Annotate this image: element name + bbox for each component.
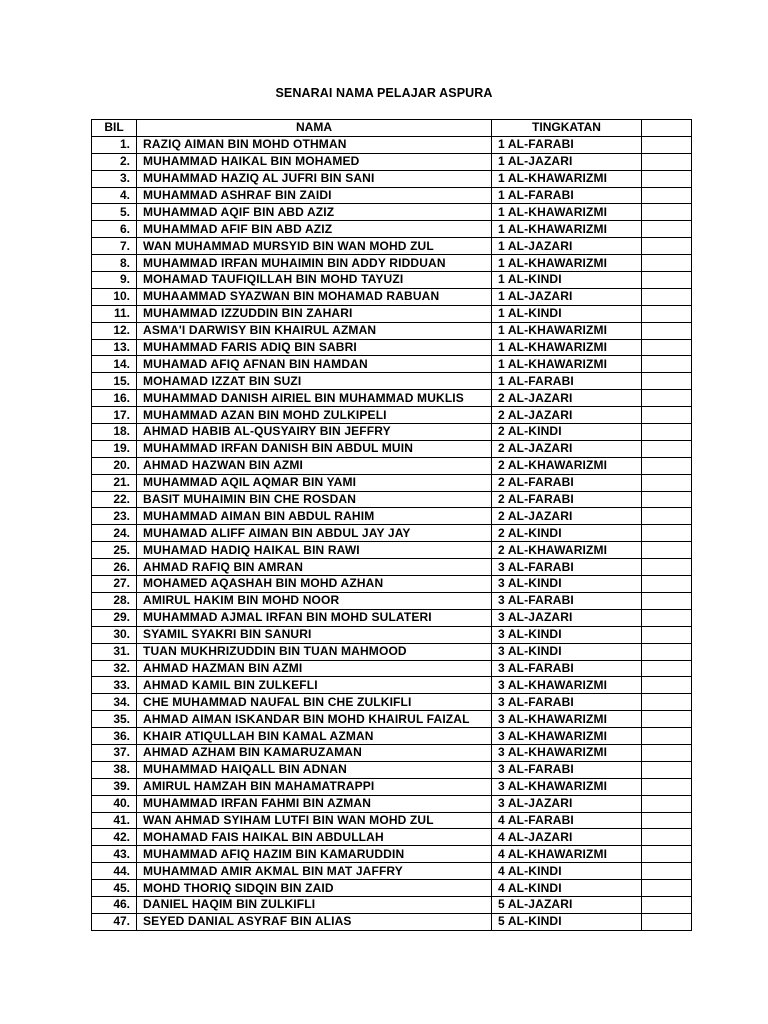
student-name-cell: AHMAD AIMAN ISKANDAR BIN MOHD KHAIRUL FAIZAL [137, 711, 492, 728]
row-number-cell: 36. [92, 728, 137, 745]
student-name-cell: MUHAMMAD IRFAN DANISH BIN ABDUL MUIN [137, 440, 492, 457]
header-bil: BIL [92, 120, 137, 137]
table-row [92, 626, 692, 643]
table-row [92, 221, 692, 238]
row-number-cell: 3. [92, 170, 137, 187]
table-row [92, 204, 692, 221]
row-number-cell: 30. [92, 626, 137, 643]
row-number-cell: 19. [92, 440, 137, 457]
row-number-cell: 5. [92, 204, 137, 221]
class-cell: 3 AL-FARABI [492, 592, 642, 609]
class-cell: 1 AL-JAZARI [492, 288, 642, 305]
row-number-cell: 22. [92, 491, 137, 508]
row-number-cell: 24. [92, 525, 137, 542]
class-cell: 2 AL-JAZARI [492, 508, 642, 525]
table-row [92, 677, 692, 694]
row-number-cell: 38. [92, 761, 137, 778]
row-number-cell: 6. [92, 221, 137, 238]
row-number-cell: 18. [92, 424, 137, 441]
student-name-cell: DANIEL HAQIM BIN ZULKIFLI [137, 896, 492, 913]
student-name-cell: MUHAMMAD ASHRAF BIN ZAIDI [137, 187, 492, 204]
class-cell: 5 AL-JAZARI [492, 896, 642, 913]
table-row [92, 255, 692, 272]
table-row [92, 744, 692, 761]
student-name-cell: MUHAMMAD HAIKAL BIN MOHAMED [137, 153, 492, 170]
row-number-cell: 14. [92, 356, 137, 373]
empty-cell [642, 913, 692, 930]
empty-cell [642, 728, 692, 745]
table-row [92, 288, 692, 305]
student-name-cell: MOHD THORIQ SIDQIN BIN ZAID [137, 880, 492, 897]
class-cell: 2 AL-JAZARI [492, 440, 642, 457]
class-cell: 2 AL-FARABI [492, 491, 642, 508]
student-name-cell: MUHAMMAD IRFAN FAHMI BIN AZMAN [137, 795, 492, 812]
row-number-cell: 20. [92, 457, 137, 474]
empty-cell [642, 880, 692, 897]
row-number-cell: 11. [92, 305, 137, 322]
student-name-cell: MUHAMMAD HAIQALL BIN ADNAN [137, 761, 492, 778]
class-cell: 2 AL-KHAWARIZMI [492, 542, 642, 559]
row-number-cell: 28. [92, 592, 137, 609]
empty-cell [642, 305, 692, 322]
empty-cell [642, 508, 692, 525]
student-name-cell: AMIRUL HAKIM BIN MOHD NOOR [137, 592, 492, 609]
class-cell: 1 AL-FARABI [492, 136, 642, 153]
row-number-cell: 21. [92, 474, 137, 491]
student-name-cell: MOHAMAD FAIS HAIKAL BIN ABDULLAH [137, 829, 492, 846]
student-name-cell: AHMAD HAZMAN BIN AZMI [137, 660, 492, 677]
empty-cell [642, 846, 692, 863]
table-row [92, 491, 692, 508]
empty-cell [642, 457, 692, 474]
student-name-cell: MUHAMMAD AJMAL IRFAN BIN MOHD SULATERI [137, 609, 492, 626]
empty-cell [642, 356, 692, 373]
table-row [92, 896, 692, 913]
table-row [92, 390, 692, 407]
class-cell: 2 AL-JAZARI [492, 407, 642, 424]
student-table [91, 119, 692, 931]
page-title: SENARAI NAMA PELAJAR ASPURA [275, 86, 493, 100]
student-name-cell: SYAMIL SYAKRI BIN SANURI [137, 626, 492, 643]
row-number-cell: 43. [92, 846, 137, 863]
class-cell: 3 AL-KHAWARIZMI [492, 778, 642, 795]
row-number-cell: 33. [92, 677, 137, 694]
table-row [92, 153, 692, 170]
empty-cell [642, 221, 692, 238]
table-body [92, 136, 692, 930]
table-row [92, 407, 692, 424]
table-row [92, 880, 692, 897]
table-row [92, 187, 692, 204]
student-name-cell: MUHAMMAD DANISH AIRIEL BIN MUHAMMAD MUKLIS [137, 390, 492, 407]
empty-cell [642, 542, 692, 559]
table-row [92, 322, 692, 339]
empty-cell [642, 863, 692, 880]
class-cell: 1 AL-KHAWARIZMI [492, 322, 642, 339]
student-name-cell: RAZIQ AIMAN BIN MOHD OTHMAN [137, 136, 492, 153]
student-name-cell: AHMAD HABIB AL-QUSYAIRY BIN JEFFRY [137, 424, 492, 441]
table-row [92, 711, 692, 728]
empty-cell [642, 761, 692, 778]
student-name-cell: AMIRUL HAMZAH BIN MAHAMATRAPPI [137, 778, 492, 795]
class-cell: 2 AL-JAZARI [492, 390, 642, 407]
empty-cell [642, 272, 692, 289]
class-cell: 4 AL-KHAWARIZMI [492, 846, 642, 863]
student-name-cell: MUHAMAD HADIQ HAIKAL BIN RAWI [137, 542, 492, 559]
student-name-cell: CHE MUHAMMAD NAUFAL BIN CHE ZULKIFLI [137, 694, 492, 711]
empty-cell [642, 744, 692, 761]
table-row [92, 373, 692, 390]
student-name-cell: BASIT MUHAIMIN BIN CHE ROSDAN [137, 491, 492, 508]
empty-cell [642, 711, 692, 728]
row-number-cell: 44. [92, 863, 137, 880]
class-cell: 2 AL-KINDI [492, 424, 642, 441]
row-number-cell: 1. [92, 136, 137, 153]
row-number-cell: 40. [92, 795, 137, 812]
student-name-cell: MUHAMMAD AQIF BIN ABD AZIZ [137, 204, 492, 221]
empty-cell [642, 559, 692, 576]
row-number-cell: 42. [92, 829, 137, 846]
table-row [92, 424, 692, 441]
student-name-cell: MUHAMMAD AFIF BIN ABD AZIZ [137, 221, 492, 238]
empty-cell [642, 896, 692, 913]
class-cell: 1 AL-KHAWARIZMI [492, 356, 642, 373]
class-cell: 3 AL-FARABI [492, 761, 642, 778]
row-number-cell: 8. [92, 255, 137, 272]
class-cell: 1 AL-KINDI [492, 305, 642, 322]
empty-cell [642, 322, 692, 339]
empty-cell [642, 660, 692, 677]
table-header-row [92, 120, 692, 137]
empty-cell [642, 136, 692, 153]
class-cell: 1 AL-FARABI [492, 373, 642, 390]
class-cell: 3 AL-KHAWARIZMI [492, 728, 642, 745]
class-cell: 3 AL-FARABI [492, 660, 642, 677]
empty-cell [642, 491, 692, 508]
class-cell: 1 AL-FARABI [492, 187, 642, 204]
row-number-cell: 27. [92, 576, 137, 593]
empty-cell [642, 829, 692, 846]
row-number-cell: 7. [92, 238, 137, 255]
class-cell: 3 AL-KINDI [492, 626, 642, 643]
student-name-cell: AHMAD AZHAM BIN KAMARUZAMAN [137, 744, 492, 761]
table-row [92, 728, 692, 745]
empty-cell [642, 812, 692, 829]
table-row [92, 339, 692, 356]
empty-cell [642, 373, 692, 390]
header-extra [642, 120, 692, 137]
row-number-cell: 45. [92, 880, 137, 897]
row-number-cell: 9. [92, 272, 137, 289]
table-row [92, 559, 692, 576]
class-cell: 4 AL-FARABI [492, 812, 642, 829]
class-cell: 1 AL-KHAWARIZMI [492, 221, 642, 238]
table-row [92, 913, 692, 930]
student-name-cell: MOHAMED AQASHAH BIN MOHD AZHAN [137, 576, 492, 593]
student-name-cell: SEYED DANIAL ASYRAF BIN ALIAS [137, 913, 492, 930]
empty-cell [642, 255, 692, 272]
empty-cell [642, 424, 692, 441]
student-name-cell: AHMAD HAZWAN BIN AZMI [137, 457, 492, 474]
student-name-cell: MUHAMMAD FARIS ADIQ BIN SABRI [137, 339, 492, 356]
student-name-cell: MUHAMMAD IZZUDDIN BIN ZAHARI [137, 305, 492, 322]
row-number-cell: 35. [92, 711, 137, 728]
student-name-cell: MOHAMAD TAUFIQILLAH BIN MOHD TAYUZI [137, 272, 492, 289]
header-nama: NAMA [137, 120, 492, 137]
header-tingkatan: TINGKATAN [492, 120, 642, 137]
table-row [92, 170, 692, 187]
row-number-cell: 25. [92, 542, 137, 559]
class-cell: 1 AL-JAZARI [492, 153, 642, 170]
empty-cell [642, 170, 692, 187]
empty-cell [642, 390, 692, 407]
table-row [92, 812, 692, 829]
row-number-cell: 47. [92, 913, 137, 930]
class-cell: 2 AL-KINDI [492, 525, 642, 542]
empty-cell [642, 187, 692, 204]
empty-cell [642, 204, 692, 221]
table-row [92, 609, 692, 626]
student-name-cell: MUHAMMAD HAZIQ AL JUFRI BIN SANI [137, 170, 492, 187]
row-number-cell: 15. [92, 373, 137, 390]
empty-cell [642, 153, 692, 170]
empty-cell [642, 288, 692, 305]
table-row [92, 136, 692, 153]
table-row [92, 778, 692, 795]
student-name-cell: AHMAD KAMIL BIN ZULKEFLI [137, 677, 492, 694]
student-name-cell: AHMAD RAFIQ BIN AMRAN [137, 559, 492, 576]
empty-cell [642, 643, 692, 660]
row-number-cell: 34. [92, 694, 137, 711]
table-row [92, 761, 692, 778]
student-name-cell: MUHAMMAD AMIR AKMAL BIN MAT JAFFRY [137, 863, 492, 880]
row-number-cell: 32. [92, 660, 137, 677]
student-name-cell: MUHAMAD ALIFF AIMAN BIN ABDUL JAY JAY [137, 525, 492, 542]
student-name-cell: MUHAAMMAD SYAZWAN BIN MOHAMAD RABUAN [137, 288, 492, 305]
table-row [92, 660, 692, 677]
class-cell: 3 AL-KHAWARIZMI [492, 677, 642, 694]
class-cell: 1 AL-KINDI [492, 272, 642, 289]
table-row [92, 694, 692, 711]
table-row [92, 576, 692, 593]
class-cell: 3 AL-KINDI [492, 643, 642, 660]
empty-cell [642, 238, 692, 255]
row-number-cell: 31. [92, 643, 137, 660]
student-name-cell: TUAN MUKHRIZUDDIN BIN TUAN MAHMOOD [137, 643, 492, 660]
class-cell: 4 AL-KINDI [492, 880, 642, 897]
class-cell: 4 AL-JAZARI [492, 829, 642, 846]
row-number-cell: 12. [92, 322, 137, 339]
class-cell: 3 AL-KHAWARIZMI [492, 744, 642, 761]
student-name-cell: MUHAMAD AFIQ AFNAN BIN HAMDAN [137, 356, 492, 373]
empty-cell [642, 626, 692, 643]
table-row [92, 508, 692, 525]
table-row [92, 457, 692, 474]
table-row [92, 795, 692, 812]
table-row [92, 356, 692, 373]
table-row [92, 863, 692, 880]
empty-cell [642, 474, 692, 491]
student-name-cell: WAN AHMAD SYIHAM LUTFI BIN WAN MOHD ZUL [137, 812, 492, 829]
class-cell: 2 AL-KHAWARIZMI [492, 457, 642, 474]
class-cell: 1 AL-KHAWARIZMI [492, 170, 642, 187]
class-cell: 1 AL-KHAWARIZMI [492, 339, 642, 356]
row-number-cell: 23. [92, 508, 137, 525]
class-cell: 4 AL-KINDI [492, 863, 642, 880]
empty-cell [642, 525, 692, 542]
student-name-cell: WAN MUHAMMAD MURSYID BIN WAN MOHD ZUL [137, 238, 492, 255]
class-cell: 2 AL-FARABI [492, 474, 642, 491]
class-cell: 1 AL-JAZARI [492, 238, 642, 255]
student-name-cell: MUHAMMAD AFIQ HAZIM BIN KAMARUDDIN [137, 846, 492, 863]
class-cell: 1 AL-KHAWARIZMI [492, 204, 642, 221]
row-number-cell: 26. [92, 559, 137, 576]
row-number-cell: 17. [92, 407, 137, 424]
empty-cell [642, 592, 692, 609]
student-name-cell: MUHAMMAD AQIL AQMAR BIN YAMI [137, 474, 492, 491]
empty-cell [642, 407, 692, 424]
row-number-cell: 2. [92, 153, 137, 170]
class-cell: 3 AL-JAZARI [492, 795, 642, 812]
table-row [92, 238, 692, 255]
class-cell: 3 AL-KINDI [492, 576, 642, 593]
empty-cell [642, 576, 692, 593]
student-name-cell: MUHAMMAD AIMAN BIN ABDUL RAHIM [137, 508, 492, 525]
empty-cell [642, 694, 692, 711]
class-cell: 3 AL-FARABI [492, 559, 642, 576]
student-name-cell: KHAIR ATIQULLAH BIN KAMAL AZMAN [137, 728, 492, 745]
class-cell: 3 AL-JAZARI [492, 609, 642, 626]
empty-cell [642, 795, 692, 812]
table-row [92, 542, 692, 559]
table-row [92, 474, 692, 491]
row-number-cell: 4. [92, 187, 137, 204]
row-number-cell: 46. [92, 896, 137, 913]
empty-cell [642, 778, 692, 795]
empty-cell [642, 440, 692, 457]
empty-cell [642, 677, 692, 694]
row-number-cell: 41. [92, 812, 137, 829]
class-cell: 5 AL-KINDI [492, 913, 642, 930]
row-number-cell: 13. [92, 339, 137, 356]
class-cell: 3 AL-FARABI [492, 694, 642, 711]
table-row [92, 829, 692, 846]
table-row [92, 440, 692, 457]
table-row [92, 525, 692, 542]
row-number-cell: 39. [92, 778, 137, 795]
class-cell: 1 AL-KHAWARIZMI [492, 255, 642, 272]
student-name-cell: MOHAMAD IZZAT BIN SUZI [137, 373, 492, 390]
student-name-cell: MUHAMMAD AZAN BIN MOHD ZULKIPELI [137, 407, 492, 424]
empty-cell [642, 609, 692, 626]
table-row [92, 592, 692, 609]
student-name-cell: ASMA'I DARWISY BIN KHAIRUL AZMAN [137, 322, 492, 339]
class-cell: 3 AL-KHAWARIZMI [492, 711, 642, 728]
table-row [92, 643, 692, 660]
table-row [92, 305, 692, 322]
row-number-cell: 16. [92, 390, 137, 407]
table-row [92, 272, 692, 289]
student-name-cell: MUHAMMAD IRFAN MUHAIMIN BIN ADDY RIDDUAN [137, 255, 492, 272]
empty-cell [642, 339, 692, 356]
table-row [92, 846, 692, 863]
row-number-cell: 29. [92, 609, 137, 626]
row-number-cell: 10. [92, 288, 137, 305]
row-number-cell: 37. [92, 744, 137, 761]
